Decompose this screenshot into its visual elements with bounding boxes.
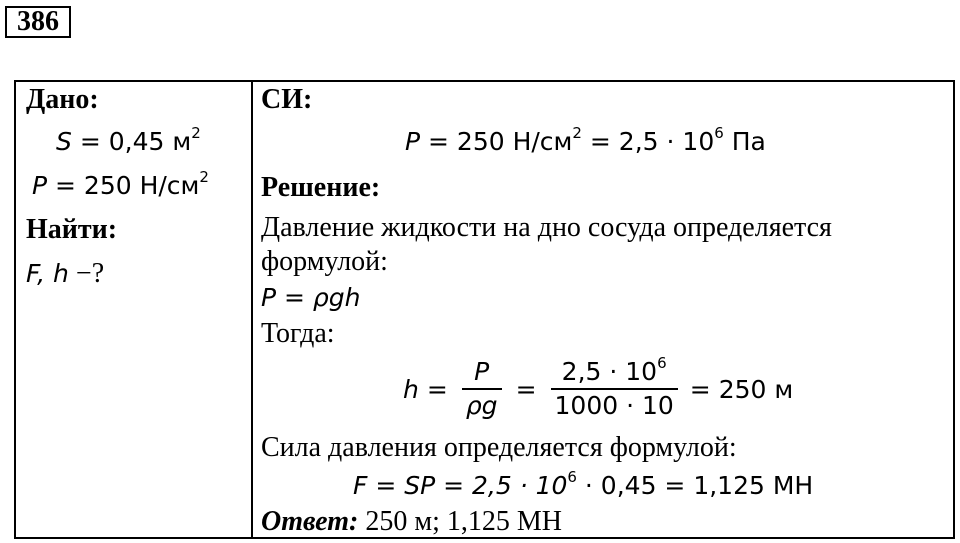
given-pressure: [32, 170, 209, 202]
given-area-value: = 0,45 м: [71, 127, 192, 156]
solution-table: [14, 80, 955, 539]
given-pressure-var: P: [32, 171, 48, 200]
si-formula: [405, 126, 766, 158]
depth-lhs: h: [403, 374, 419, 404]
solution-heading: Решение:: [261, 172, 381, 203]
given-heading: Дано:: [26, 84, 99, 115]
force-formula: [353, 470, 813, 502]
force-formula-rest: · 0,45 = 1,125 МН: [576, 471, 814, 500]
fraction1-denominator: ρg: [465, 391, 498, 420]
given-pressure-exp: 2: [199, 168, 209, 186]
pressure-formula: P = ρgh: [261, 283, 361, 312]
find-mark: −?: [68, 258, 105, 289]
depth-formula: [403, 349, 793, 429]
given-area: [56, 126, 201, 158]
fraction-numeric: [551, 356, 678, 422]
fraction2-numerator: [558, 356, 671, 388]
fraction2-denominator: 1000 · 10: [554, 391, 674, 420]
given-column: [16, 82, 251, 537]
fraction2-numerator-exp: 6: [657, 354, 667, 372]
answer-label: Ответ:: [261, 506, 359, 537]
si-formula-rest: = 2,5 · 10: [581, 127, 715, 156]
problem-number: 386: [5, 6, 71, 38]
solution-text-line2: формулой:: [261, 246, 388, 277]
then-label: Тогда:: [261, 318, 335, 349]
find-heading: Найти:: [26, 214, 118, 245]
force-text: Сила давления определяется формулой:: [261, 432, 737, 463]
depth-eq1: =: [426, 374, 448, 404]
force-formula-exp: 6: [567, 468, 577, 486]
si-formula-unit: Па: [723, 127, 766, 156]
si-formula-mid: = 250 Н/см: [420, 127, 573, 156]
solution-text-line1: Давление жидкости на дно сосуда определяется: [261, 212, 832, 243]
si-heading: СИ:: [261, 84, 313, 115]
force-formula-main: F = SP = 2,5 · 10: [353, 471, 568, 500]
answer-line: [261, 506, 562, 538]
answer-value: 250 м; 1,125 МН: [358, 506, 562, 537]
fraction-p-over-rhog: [462, 356, 502, 422]
si-formula-var: P: [405, 127, 421, 156]
given-pressure-value: = 250 Н/см: [47, 171, 200, 200]
work-column: [253, 82, 953, 537]
given-area-exp: 2: [191, 124, 201, 142]
depth-result: = 250 м: [689, 374, 794, 404]
si-formula-exp2: 6: [714, 124, 724, 142]
si-formula-exp1: 2: [572, 124, 582, 142]
fraction1-numerator: P: [474, 357, 490, 386]
find-vars: [26, 258, 104, 290]
find-vars-list: F, h: [26, 259, 69, 288]
fraction2-numerator-base: 2,5 · 10: [561, 357, 658, 386]
depth-eq2: =: [515, 374, 537, 404]
given-area-var: S: [56, 127, 72, 156]
